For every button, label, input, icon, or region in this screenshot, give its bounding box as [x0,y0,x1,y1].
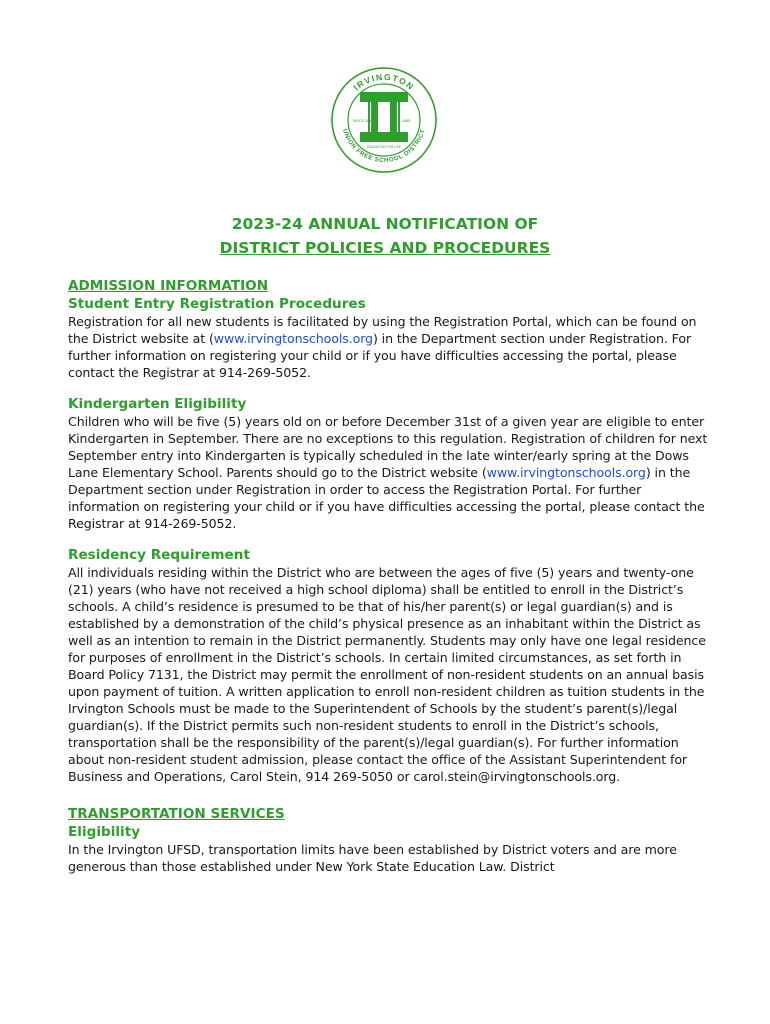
logo-top-text: IRVINGTON [351,71,417,93]
title-line-1: 2023-24 ANNUAL NOTIFICATION OF [231,215,539,233]
entry-text-a: Registration for all new students is facilitated by using the Registration Portal, which can be found on the District website at ( [68,314,697,346]
logo-motto: EDUCATION FOR LIFE [367,145,401,149]
kindergarten-paragraph [68,413,708,532]
logo-left-text: SINCE 1885 [353,119,373,123]
admission-heading: ADMISSION INFORMATION [68,278,269,294]
eligibility-paragraph: In the Irvington UFSD, transportation limits have been established by District voters and are more generous than those established under New York State Education Law. District [68,842,677,874]
document-title [0,212,770,260]
kindergarten-text-a: Children who will be five (5) years old on or before December 31st of a given year are eligible to enter Kindergarten in September. There are no exceptions to this regulation. Registration of children for next September entry into Kindergarten is typically scheduled in the late winter/early spring at the Dows Lane Elementary School. Parents should go to the District website ( [68,414,708,480]
svg-text:IRVINGTON [351,72,416,93]
district-logo [330,66,438,174]
title-line-2: DISTRICT POLICIES AND PROCEDURES [219,239,551,257]
document-body [68,277,708,875]
residency-paragraph: All individuals residing within the District who are between the ages of five (5) years and twenty-one (21) years (who have not received a high school diploma) shall be entitled to enroll in the District’s schools. A child’s residence is presumed to be that of his/her parent(s) or legal guardian(s) and is established by a demonstration of the child’s physical presence as an inhabitant within the District as well as an intention to remain in the District permanently. Students may only have one legal residence for purposes of enrollment in the District’s schools. In certain limited circumstances, as set forth in Board Policy 7131, the District may permit the enrollment of non-resident students on an annual basis upon payment of tuition. A written application to enroll non-resident children as tuition students in the Irvington Schools must be made to the Superintendent of Schools by the student’s parent(s)/legal guardian(s). If the District permits such non-resident students to enroll in the District’s schools, transportation shall be the responsibility of the parent(s)/legal guardian(s). For further information about non-resident student admission, please contact the office of the Assistant Superintendent for Business and Operations, Carol Stein, 914 269-5050 or carol.stein@irvingtonschools.org. [68,565,706,784]
kindergarten-heading: Kindergarten Eligibility [68,396,247,412]
logo-right-text: 1885 [402,119,410,123]
residency-heading: Residency Requirement [68,547,250,563]
kindergarten-text-b: ) in the Department section under Registration in order to access the Registration Portal. For further information on registering your child or if you have difficulties accessing the portal, please contact the Registrar at 914-269-5052. [68,465,705,531]
entry-text-b: ) in the Department section under Registration. For further information on registering your child or if you have difficulties accessing the portal, please contact the Registrar at 914-269-5052. [68,331,692,380]
transportation-heading: TRANSPORTATION SERVICES [68,806,285,822]
entry-website-link[interactable]: www.irvingtonschools.org [213,331,373,346]
kindergarten-website-link[interactable]: www.irvingtonschools.org [486,465,646,480]
logo-bottom-text: UNION FREE SCHOOL DISTRICT [341,128,427,165]
eligibility-heading: Eligibility [68,824,141,840]
district-seal-icon [330,66,438,174]
entry-heading: Student Entry Registration Procedures [68,296,366,312]
entry-paragraph [68,313,708,381]
